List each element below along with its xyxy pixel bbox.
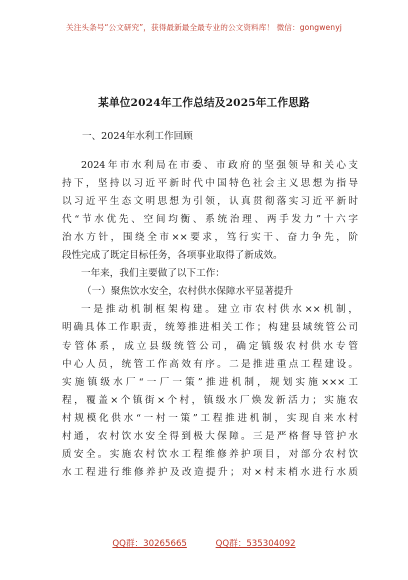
footer-qq-group-1[interactable]: QQ群：30265665 — [112, 539, 187, 549]
document-body — [62, 116, 358, 482]
footer-contact — [0, 537, 408, 549]
paragraph-line: 实施镇级水厂“一厂一策”推进机制，规划实施×××工 — [62, 376, 358, 388]
paragraph-line: 明确具体工作职责，统筹推进相关工作；构建县域统管公司 — [62, 322, 358, 334]
paragraph-line: 程，覆盖×个镇街×个村，镇级水厂焕发新活力；实施农 — [62, 394, 358, 406]
paragraph-line: 中心人员，统管工作高效有序。二是推进重点工程建设。 — [62, 358, 358, 370]
paragraph-line: 一年来，我们主要做了以下工作： — [81, 268, 225, 280]
section-heading: 一、2024年水利工作回顾 — [82, 131, 193, 142]
subsection-heading: （一）聚焦饮水安全，农村供水保障水平显著提升 — [82, 286, 294, 298]
header-promo-text: 关注头条号“公文研究”，获得最新最全最专业的公文资料库！ 微信：gongwenyj — [66, 23, 342, 32]
paragraph-line: 质安全。实施农村饮水工程维修养护项目，对部分农村饮 — [62, 448, 358, 460]
paragraph-line: 水工程进行维修养护及改造提升；对×村末梢水进行水质 — [62, 466, 358, 478]
paragraph-line: 村规模化供水“一村一策”工程推进机制，实现自来水村 — [62, 412, 358, 424]
paragraph-line: 2024年市水利局在市委、市政府的坚强领导和关心支 — [81, 160, 358, 172]
document-title: 某单位2024年工作总结及2025年工作思路 — [98, 97, 310, 109]
paragraph-line: 段性完成了既定目标任务，各项事业取得了新成效。 — [62, 250, 283, 262]
paragraph-line: 一是推动机制框架构建。建立市农村供水××机制， — [81, 304, 358, 316]
paragraph-line: 持下，坚持以习近平新时代中国特色社会主义思想为指导 — [62, 178, 358, 190]
footer-qq-group-2[interactable]: QQ群：535304092 — [215, 539, 296, 549]
paragraph-line: 以习近平生态文明思想为引领，认真贯彻落实习近平新时 — [62, 196, 358, 208]
paragraph-line: 治水方针，围绕全市××要求，笃行实干、奋力争先，阶 — [62, 232, 358, 244]
paragraph-line: 代“节水优先、空间均衡、系统治理、两手发力”十六字 — [62, 214, 358, 226]
paragraph-line: 村通，农村饮水安全得到极大保障。三是严格督导管护水 — [62, 430, 358, 442]
paragraph-line: 专管体系，成立县级统管公司，确定镇级农村供水专管 — [62, 340, 358, 352]
